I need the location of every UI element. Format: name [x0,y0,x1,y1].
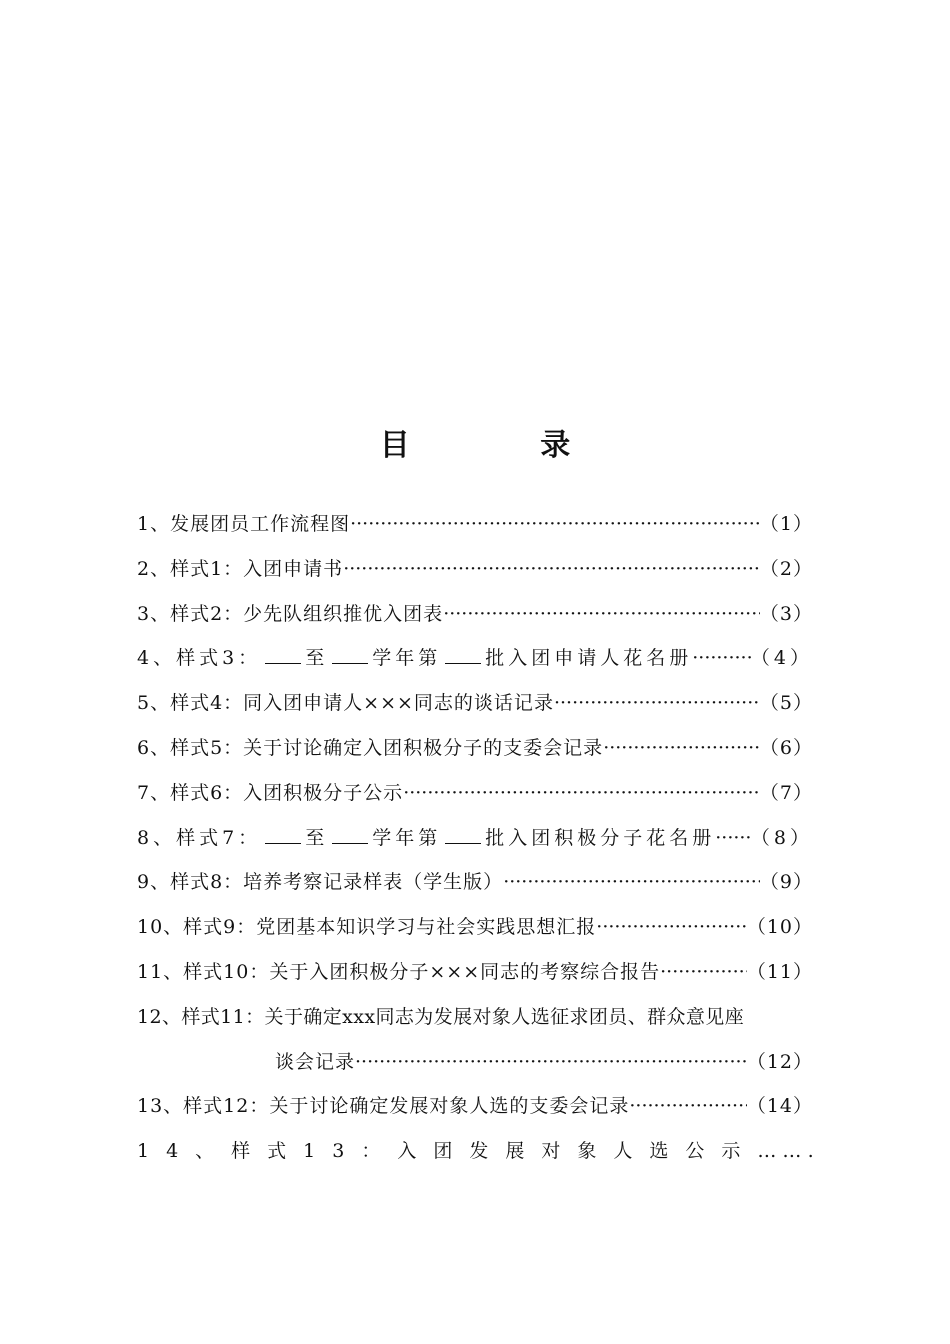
toc-entry[interactable] [137,592,813,637]
toc-entry-label: 12、样式11：关于确定xxx同志为发展对象人选征求团员、群众意见座 [137,1005,745,1028]
toc-entry[interactable] [137,547,813,592]
fill-blank [265,842,301,844]
toc-entry-page: （11） [746,960,813,983]
dot-leader [629,1084,746,1129]
dot-leader [343,547,760,592]
fill-blank [332,842,368,844]
toc-entry-page: （1） [759,513,813,535]
toc-entry-label: 14、样式13：入团发展对象人选公示 [137,1140,758,1163]
dot-leader [603,726,760,771]
dot-leader [757,1129,813,1174]
dot-leader [355,1040,747,1085]
toc-entry-page: （10） [746,916,813,939]
toc-entry[interactable] [137,905,813,950]
toc-entry[interactable] [137,860,813,905]
dot-leader [350,502,760,547]
toc-entry-label: 6、样式5：关于讨论确定入团积极分子的支委会记录 [137,736,604,759]
dot-leader [403,771,760,816]
table-of-contents [137,502,813,1174]
toc-entry[interactable] [137,1084,813,1129]
fill-blank [445,662,481,664]
dot-leader [660,950,747,995]
toc-entry-page: （12） [746,1050,813,1073]
toc-entry[interactable] [137,950,813,995]
toc-entry-label: 7、样式6：入团积极分子公示 [137,781,404,804]
toc-entry-label: 5、样式4：同入团申请人×××同志的谈话记录 [137,692,554,715]
toc-entry-label: 3、样式2：少先队组织推优入团表 [137,602,444,625]
toc-entry-label: 谈会记录 [275,1050,356,1073]
toc-entry[interactable] [137,502,813,547]
fill-blank [332,662,368,664]
dot-leader [596,905,747,950]
toc-entry[interactable] [137,816,813,861]
toc-entry[interactable] [137,636,813,681]
toc-entry-page: （9） [759,871,813,894]
toc-entry-label: 1、发展团员工作流程图 [137,513,351,535]
toc-entry-continuation[interactable] [137,1040,813,1085]
toc-entry[interactable] [137,771,813,816]
toc-title: 目 录 [379,428,631,463]
toc-entry-page: （2） [759,557,813,580]
fill-blank [265,662,301,664]
dot-leader [554,681,760,726]
toc-entry[interactable] [137,995,813,1040]
toc-entry-page: （6） [759,736,813,759]
dot-leader [443,592,760,637]
toc-entry-label: 2、样式1：入团申请书 [137,557,344,580]
toc-entry-page: （7） [759,781,813,804]
toc-entry-label: 9、样式8：培养考察记录样表（学生版） [137,871,504,894]
toc-entry-page: （3） [759,602,813,625]
toc-entry-label: 13、样式12：关于讨论确定发展对象人选的支委会记录 [137,1095,630,1118]
dot-leader [503,860,760,905]
toc-entry-page: （8） [750,826,813,849]
toc-entry-label: 11、样式10：关于入团积极分子×××同志的考察综合报告 [137,960,661,983]
toc-entry-label: 8、样式7： 至 学年第 批入团积极分子花名册 [137,826,716,849]
dot-leader [692,636,751,681]
toc-entry-page: （4） [750,647,813,670]
toc-entry-page: （14） [746,1095,813,1118]
fill-blank [445,842,481,844]
toc-entry-label: 10、样式9：党团基本知识学习与社会实践思想汇报 [137,916,597,939]
toc-entry[interactable] [137,726,813,771]
toc-entry[interactable] [137,681,813,726]
toc-entry-label: 4、样式3： 至 学年第 批入团申请人花名册 [137,647,693,670]
dot-leader [715,816,751,861]
toc-entry-page: （5） [759,692,813,715]
toc-entry[interactable] [137,1129,813,1174]
